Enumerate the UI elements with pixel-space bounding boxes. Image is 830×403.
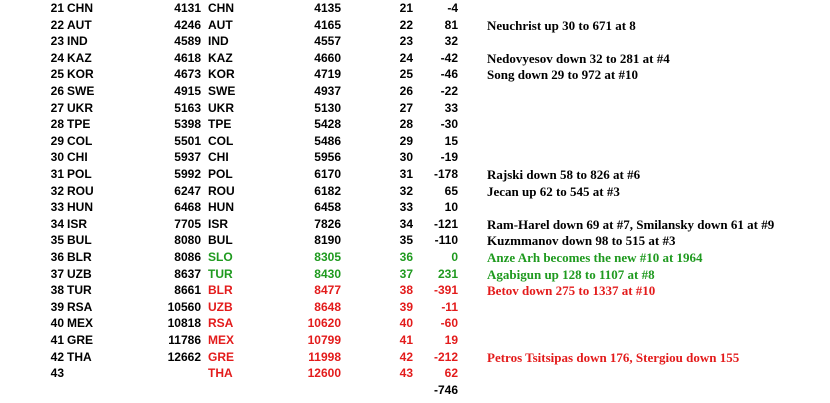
table-row [0, 249, 830, 266]
table-row [0, 33, 830, 50]
rank-cell: 23 [50, 34, 64, 49]
new-rank-cell: 33 [399, 200, 413, 215]
diff-cell: -42 [440, 50, 458, 65]
note-cell: Kuzmmanov down 98 to 515 at #3 [487, 233, 676, 249]
value-cell: 8661 [174, 283, 201, 298]
country-cell: THA [67, 349, 92, 364]
new-country-cell: TUR [208, 266, 233, 281]
country-cell: ISR [67, 216, 88, 231]
rank-cell: 21 [50, 1, 64, 15]
value-cell: 5163 [174, 100, 201, 115]
country-cell: GRE [67, 333, 94, 347]
table-row [0, 332, 830, 349]
diff-cell: -19 [440, 150, 458, 165]
value-cell: 8086 [174, 250, 201, 264]
country-cell: POL [67, 167, 92, 181]
country-cell: AUT [67, 17, 92, 32]
note-cell: Neuchrist up 30 to 671 at 8 [487, 17, 636, 33]
rank-cell: 36 [50, 250, 64, 264]
country-cell: TUR [67, 283, 92, 298]
new-rank-cell: 25 [399, 67, 413, 82]
note-cell: Agabigun up 128 to 1107 at #8 [487, 266, 655, 282]
country-cell: KOR [67, 67, 94, 82]
new-country-cell: ROU [208, 183, 235, 198]
table-row [0, 17, 830, 34]
country-cell: SWE [67, 84, 95, 98]
new-value-cell: 6170 [314, 167, 341, 181]
note-cell: Jecan up 62 to 545 at #3 [487, 183, 620, 199]
value-cell: 4589 [174, 34, 201, 49]
country-cell: IND [67, 34, 88, 49]
diff-cell: -46 [440, 67, 458, 82]
diff-cell: 33 [444, 100, 458, 115]
value-cell: 8080 [174, 233, 201, 248]
diff-cell: 10 [444, 200, 458, 215]
new-country-cell: COL [208, 133, 234, 148]
new-value-cell: 5956 [314, 150, 341, 165]
new-rank-cell: 41 [399, 333, 413, 347]
new-rank-cell: 31 [399, 167, 413, 181]
table-row [0, 232, 830, 249]
value-cell: 5992 [174, 167, 201, 181]
new-country-cell: UZB [208, 299, 233, 314]
note-cell: Nedovyesov down 32 to 281 at #4 [487, 50, 670, 66]
rank-cell: 32 [50, 183, 64, 198]
rank-cell: 22 [50, 17, 64, 32]
diff-cell: -212 [433, 349, 458, 364]
rank-cell: 29 [50, 133, 64, 148]
diff-cell: -110 [434, 233, 458, 248]
new-country-cell: SLO [208, 250, 233, 264]
note-cell: Rajski down 58 to 826 at #6 [487, 167, 641, 182]
table-row [0, 199, 830, 216]
country-cell: COL [67, 133, 93, 148]
new-value-cell: 8190 [314, 233, 341, 248]
value-cell: 5937 [174, 150, 201, 165]
rank-cell: 27 [50, 100, 64, 115]
value-cell: 5501 [174, 133, 201, 148]
new-country-cell: CHI [208, 150, 229, 165]
diff-cell: -11 [441, 299, 458, 314]
country-cell: UZB [67, 266, 92, 281]
rank-cell: 30 [50, 150, 64, 165]
rank-cell: 31 [50, 167, 64, 181]
new-country-cell: UKR [208, 100, 234, 115]
diff-cell: -391 [433, 283, 458, 298]
new-value-cell: 7826 [314, 216, 341, 231]
rank-cell: 39 [50, 299, 64, 314]
value-cell: 4673 [174, 67, 201, 82]
table-row [0, 282, 830, 299]
table-row [0, 66, 830, 83]
country-cell: MEX [67, 316, 94, 331]
value-cell: 6247 [174, 183, 201, 198]
new-country-cell: IND [208, 34, 229, 49]
value-cell: 11786 [168, 333, 201, 347]
country-cell: UKR [67, 100, 93, 115]
diff-cell: 19 [444, 333, 458, 347]
new-rank-cell: 38 [399, 283, 413, 298]
diff-cell: -4 [447, 1, 458, 15]
new-value-cell: 8648 [314, 299, 341, 314]
new-value-cell: 5130 [314, 100, 341, 115]
diff-cell: 62 [444, 366, 458, 381]
value-cell: 4618 [174, 50, 201, 65]
diff-cell: 81 [444, 17, 458, 32]
rank-cell: 37 [50, 266, 64, 281]
table-row [0, 133, 830, 150]
note-cell: Petros Tsitsipas down 176, Stergiou down 155 [487, 349, 740, 365]
new-value-cell: 4135 [314, 1, 341, 15]
new-value-cell: 8430 [314, 266, 341, 281]
new-country-cell: KAZ [208, 50, 233, 65]
diff-cell: -178 [433, 167, 458, 181]
diff-cell: -60 [440, 316, 458, 331]
table-row [0, 299, 830, 316]
diff-cell: -22 [440, 84, 458, 98]
table-row [0, 100, 830, 117]
new-country-cell: MEX [208, 333, 235, 347]
new-value-cell: 6182 [314, 183, 341, 198]
new-country-cell: AUT [208, 17, 233, 32]
new-value-cell: 5428 [314, 117, 341, 132]
new-rank-cell: 30 [399, 150, 413, 165]
diff-cell: -746 [433, 382, 458, 397]
table-row [0, 216, 830, 233]
table-row [0, 315, 830, 332]
new-rank-cell: 36 [399, 250, 413, 264]
table-row [0, 166, 830, 183]
new-value-cell: 4719 [314, 67, 341, 82]
country-cell: BUL [67, 233, 92, 248]
new-rank-cell: 28 [399, 117, 413, 132]
rank-cell: 40 [50, 316, 64, 331]
new-rank-cell: 32 [399, 183, 413, 198]
rank-cell: 25 [50, 67, 64, 82]
rank-cell: 41 [50, 333, 64, 347]
country-cell: ROU [67, 183, 94, 198]
value-cell: 10818 [167, 316, 201, 331]
value-cell: 4131 [174, 1, 201, 15]
rank-cell: 43 [50, 366, 64, 381]
new-value-cell: 4937 [314, 84, 341, 98]
rank-cell: 24 [50, 50, 64, 65]
new-country-cell: BLR [208, 283, 233, 298]
rank-cell: 28 [50, 117, 64, 132]
value-cell: 6468 [174, 200, 201, 215]
new-rank-cell: 29 [399, 133, 413, 148]
country-cell: CHN [67, 1, 93, 15]
new-value-cell: 10799 [307, 333, 341, 347]
new-value-cell: 6458 [314, 200, 341, 215]
table-row [0, 0, 830, 17]
diff-cell: -30 [440, 117, 458, 132]
new-rank-cell: 39 [399, 299, 413, 314]
value-cell: 4915 [174, 84, 201, 98]
new-value-cell: 4660 [314, 50, 341, 65]
rank-cell: 34 [50, 216, 64, 231]
note-cell: Betov down 275 to 1337 at #10 [487, 283, 656, 299]
new-country-cell: SWE [208, 84, 236, 98]
value-cell: 10560 [167, 299, 201, 314]
new-country-cell: ISR [208, 216, 229, 231]
new-value-cell: 8305 [314, 250, 341, 264]
table-row [0, 83, 830, 100]
new-country-cell: CHN [208, 1, 234, 15]
diff-cell: 231 [437, 266, 458, 281]
country-cell: KAZ [67, 50, 92, 65]
table-row [0, 116, 830, 133]
new-value-cell: 12600 [307, 366, 341, 381]
table-row [0, 382, 830, 399]
new-country-cell: HUN [208, 200, 234, 215]
diff-cell: 65 [444, 183, 458, 198]
new-country-cell: RSA [208, 316, 234, 331]
new-value-cell: 8477 [314, 283, 341, 298]
table-row [0, 266, 830, 283]
note-cell: Anze Arh becomes the new #10 at 1964 [487, 250, 703, 265]
new-rank-cell: 24 [399, 50, 413, 65]
new-country-cell: BUL [208, 233, 233, 248]
new-value-cell: 5486 [314, 133, 341, 148]
rank-cell: 33 [50, 200, 64, 215]
new-value-cell: 4165 [314, 17, 341, 32]
new-rank-cell: 43 [399, 366, 413, 381]
new-country-cell: THA [208, 366, 233, 381]
value-cell: 12662 [167, 349, 201, 364]
new-rank-cell: 26 [399, 84, 413, 98]
new-rank-cell: 22 [399, 17, 413, 32]
new-rank-cell: 35 [399, 233, 413, 248]
rank-cell: 38 [50, 283, 64, 298]
rank-cell: 42 [50, 349, 64, 364]
value-cell: 5398 [174, 117, 201, 132]
new-country-cell: GRE [208, 349, 235, 364]
new-country-cell: KOR [208, 67, 235, 82]
new-rank-cell: 40 [399, 316, 413, 331]
new-rank-cell: 37 [399, 266, 413, 281]
diff-cell: 15 [444, 133, 458, 148]
country-cell: RSA [67, 299, 93, 314]
table-row [0, 149, 830, 166]
table-row [0, 365, 830, 382]
country-cell: HUN [67, 200, 93, 215]
new-value-cell: 4557 [314, 34, 341, 49]
new-rank-cell: 34 [399, 216, 413, 231]
diff-cell: 32 [444, 34, 458, 49]
diff-cell: -121 [433, 216, 458, 231]
new-country-cell: POL [208, 167, 233, 181]
table-row [0, 50, 830, 67]
diff-cell: 0 [451, 250, 458, 264]
value-cell: 8637 [174, 266, 201, 281]
country-cell: CHI [67, 150, 88, 165]
new-rank-cell: 23 [399, 34, 413, 49]
rank-cell: 35 [50, 233, 64, 248]
table-row [0, 349, 830, 366]
new-value-cell: 11998 [308, 349, 341, 364]
note-cell: Ram-Harel down 69 at #7, Smilansky down 61 at #9 [487, 216, 775, 232]
country-cell: TPE [67, 117, 91, 132]
new-country-cell: TPE [208, 117, 232, 132]
table-row [0, 183, 830, 200]
new-value-cell: 10620 [307, 316, 341, 331]
rank-cell: 26 [50, 84, 64, 98]
new-rank-cell: 27 [399, 100, 413, 115]
value-cell: 7705 [174, 216, 201, 231]
new-rank-cell: 21 [399, 1, 413, 15]
value-cell: 4246 [174, 17, 201, 32]
new-rank-cell: 42 [399, 349, 413, 364]
country-cell: BLR [67, 250, 92, 264]
note-cell: Song down 29 to 972 at #10 [487, 67, 638, 83]
